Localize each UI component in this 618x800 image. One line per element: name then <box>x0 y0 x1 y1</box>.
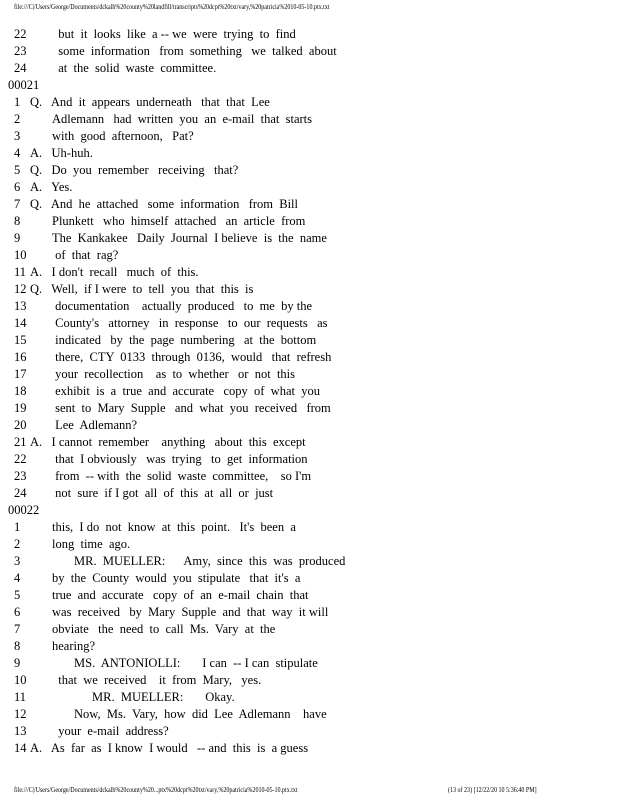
line-number: 12 <box>14 707 27 721</box>
transcript-line <box>0 196 618 213</box>
transcript-line <box>0 332 618 349</box>
line-text: from -- with the solid waste committee, so I'm <box>52 469 312 483</box>
transcript-line <box>0 145 618 162</box>
line-number: 11 <box>14 690 27 704</box>
transcript-line <box>0 672 618 689</box>
line-text: County's attorney in response to our requests as <box>52 316 328 330</box>
transcript-line <box>0 485 618 502</box>
transcript-line <box>0 689 618 706</box>
line-number: 10 <box>14 673 27 687</box>
line-number: 15 <box>14 333 27 347</box>
line-number: 11 <box>14 265 27 279</box>
transcript-line <box>0 417 618 434</box>
line-number: 8 <box>14 639 21 653</box>
line-number: 9 <box>14 656 21 670</box>
transcript-line <box>0 230 618 247</box>
transcript-body <box>0 26 618 757</box>
transcript-line <box>0 468 618 485</box>
line-text: by the County would you stipulate that it's a <box>52 571 301 585</box>
line-text: documentation actually produced to me by the <box>52 299 312 313</box>
transcript-line <box>0 400 618 417</box>
line-text: A. I don't recall much of this. <box>30 265 199 279</box>
transcript-line <box>0 128 618 145</box>
transcript-line <box>0 570 618 587</box>
line-text: there, CTY 0133 through 0136, would that refresh <box>52 350 332 364</box>
line-text: A. Uh-huh. <box>30 146 93 160</box>
transcript-line <box>0 723 618 740</box>
line-number: 16 <box>14 350 27 364</box>
transcript-line <box>0 111 618 128</box>
transcript-line <box>0 638 618 655</box>
line-text: long time ago. <box>52 537 131 551</box>
line-text: A. I cannot remember anything about this except <box>30 435 306 449</box>
footer-file-path: file:///C|/Users/George/Documents/dckalb%20county%20...ptx%20dcpt%20txt/vary,%20patricia%2010-05-10.ptx.txt <box>14 786 298 794</box>
transcript-line <box>0 26 618 43</box>
line-text: Adlemann had written you an e-mail that starts <box>52 112 313 126</box>
file-path-header: file:///C|/Users/George/Documents/dckalb%20county%20landfill/transcripts%20dcpt%20txt/vary,%20patricia%2010-05-10.ptx.txt <box>14 3 330 11</box>
line-text: Plunkett who himself attached an article from <box>52 214 306 228</box>
line-number: 6 <box>14 605 21 619</box>
line-number: 23 <box>14 469 27 483</box>
line-number: 22 <box>14 27 27 41</box>
transcript-line <box>0 519 618 536</box>
line-text: obviate the need to call Ms. Vary at the <box>52 622 276 636</box>
line-number: 5 <box>14 588 21 602</box>
line-text: indicated by the page numbering at the bottom <box>52 333 317 347</box>
line-text: The Kankakee Daily Journal I believe is the name <box>52 231 327 245</box>
line-number: 19 <box>14 401 27 415</box>
line-number: 20 <box>14 418 27 432</box>
transcript-line <box>0 162 618 179</box>
line-number: 18 <box>14 384 27 398</box>
transcript-line <box>0 213 618 230</box>
transcript-line <box>0 281 618 298</box>
line-text: was received by Mary Supple and that way it will <box>52 605 329 619</box>
page-number: 00022 <box>8 503 40 517</box>
transcript-line <box>0 366 618 383</box>
line-number: 5 <box>14 163 21 177</box>
transcript-line <box>0 706 618 723</box>
line-number: 12 <box>14 282 27 296</box>
line-text: Q. And he attached some information from Bill <box>30 197 299 211</box>
transcript-line <box>0 247 618 264</box>
line-number: 6 <box>14 180 21 194</box>
line-number: 13 <box>14 299 27 313</box>
line-text: MR. MUELLER: Okay. <box>92 690 235 704</box>
line-number: 8 <box>14 214 21 228</box>
line-text: hearing? <box>52 639 96 653</box>
transcript-line <box>0 179 618 196</box>
line-number: 3 <box>14 129 21 143</box>
line-number: 23 <box>14 44 27 58</box>
line-text: some information from something we talked about <box>52 44 337 58</box>
transcript-line <box>0 43 618 60</box>
line-number: 21 <box>14 435 27 449</box>
line-text: your recollection as to whether or not this <box>52 367 295 381</box>
line-number: 22 <box>14 452 27 466</box>
transcript-line <box>0 604 618 621</box>
line-text: A. As far as I know I would -- and this is a guess <box>30 741 309 755</box>
line-text: your e-mail address? <box>52 724 169 738</box>
page-number: 00021 <box>8 78 40 92</box>
line-number: 13 <box>14 724 27 738</box>
transcript-line <box>0 315 618 332</box>
line-text: true and accurate copy of an e-mail chain that <box>52 588 309 602</box>
line-number: 9 <box>14 231 21 245</box>
transcript-line <box>0 264 618 281</box>
line-number: 1 <box>14 520 21 534</box>
line-number: 14 <box>14 741 27 755</box>
transcript-line <box>0 451 618 468</box>
line-text: MS. ANTONIOLLI: I can -- I can stipulate <box>74 656 318 670</box>
transcript-line <box>0 740 618 757</box>
line-text: that we received it from Mary, yes. <box>52 673 262 687</box>
transcript-line <box>0 587 618 604</box>
line-text: this, I do not know at this point. It's been a <box>52 520 296 534</box>
line-text: MR. MUELLER: Amy, since this was produced <box>74 554 346 568</box>
transcript-line <box>0 298 618 315</box>
line-text: Q. Do you remember receiving that? <box>30 163 239 177</box>
transcript-line <box>0 60 618 77</box>
line-number: 1 <box>14 95 21 109</box>
line-text: sent to Mary Supple and what you received from <box>52 401 331 415</box>
transcript-line <box>0 383 618 400</box>
line-number: 2 <box>14 537 21 551</box>
transcript-line <box>0 621 618 638</box>
line-text: of that rag? <box>52 248 119 262</box>
line-number: 24 <box>14 486 27 500</box>
footer-page-info: (13 of 23) [12/22/20 10 5:36:40 PM] <box>448 786 537 794</box>
transcript-line <box>0 536 618 553</box>
line-text: that I obviously was trying to get information <box>52 452 308 466</box>
transcript-line <box>0 349 618 366</box>
line-number: 24 <box>14 61 27 75</box>
line-number: 7 <box>14 197 21 211</box>
page-marker <box>0 502 618 519</box>
line-number: 4 <box>14 571 21 585</box>
line-number: 4 <box>14 146 21 160</box>
line-text: at the solid waste committee. <box>52 61 217 75</box>
line-number: 14 <box>14 316 27 330</box>
page-marker <box>0 77 618 94</box>
line-text: with good afternoon, Pat? <box>52 129 194 143</box>
line-text: Q. And it appears underneath that that Lee <box>30 95 270 109</box>
transcript-line <box>0 655 618 672</box>
transcript-line <box>0 94 618 111</box>
line-text: exhibit is a true and accurate copy of what you <box>52 384 320 398</box>
line-text: Lee Adlemann? <box>52 418 138 432</box>
line-number: 7 <box>14 622 21 636</box>
line-number: 2 <box>14 112 21 126</box>
line-number: 17 <box>14 367 27 381</box>
line-text: Now, Ms. Vary, how did Lee Adlemann have <box>74 707 327 721</box>
line-text: but it looks like a -- we were trying to find <box>52 27 296 41</box>
line-text: A. Yes. <box>30 180 73 194</box>
line-text: not sure if I got all of this at all or just <box>52 486 274 500</box>
transcript-line <box>0 434 618 451</box>
line-number: 3 <box>14 554 21 568</box>
line-text: Q. Well, if I were to tell you that this is <box>30 282 254 296</box>
line-number: 10 <box>14 248 27 262</box>
transcript-line <box>0 553 618 570</box>
